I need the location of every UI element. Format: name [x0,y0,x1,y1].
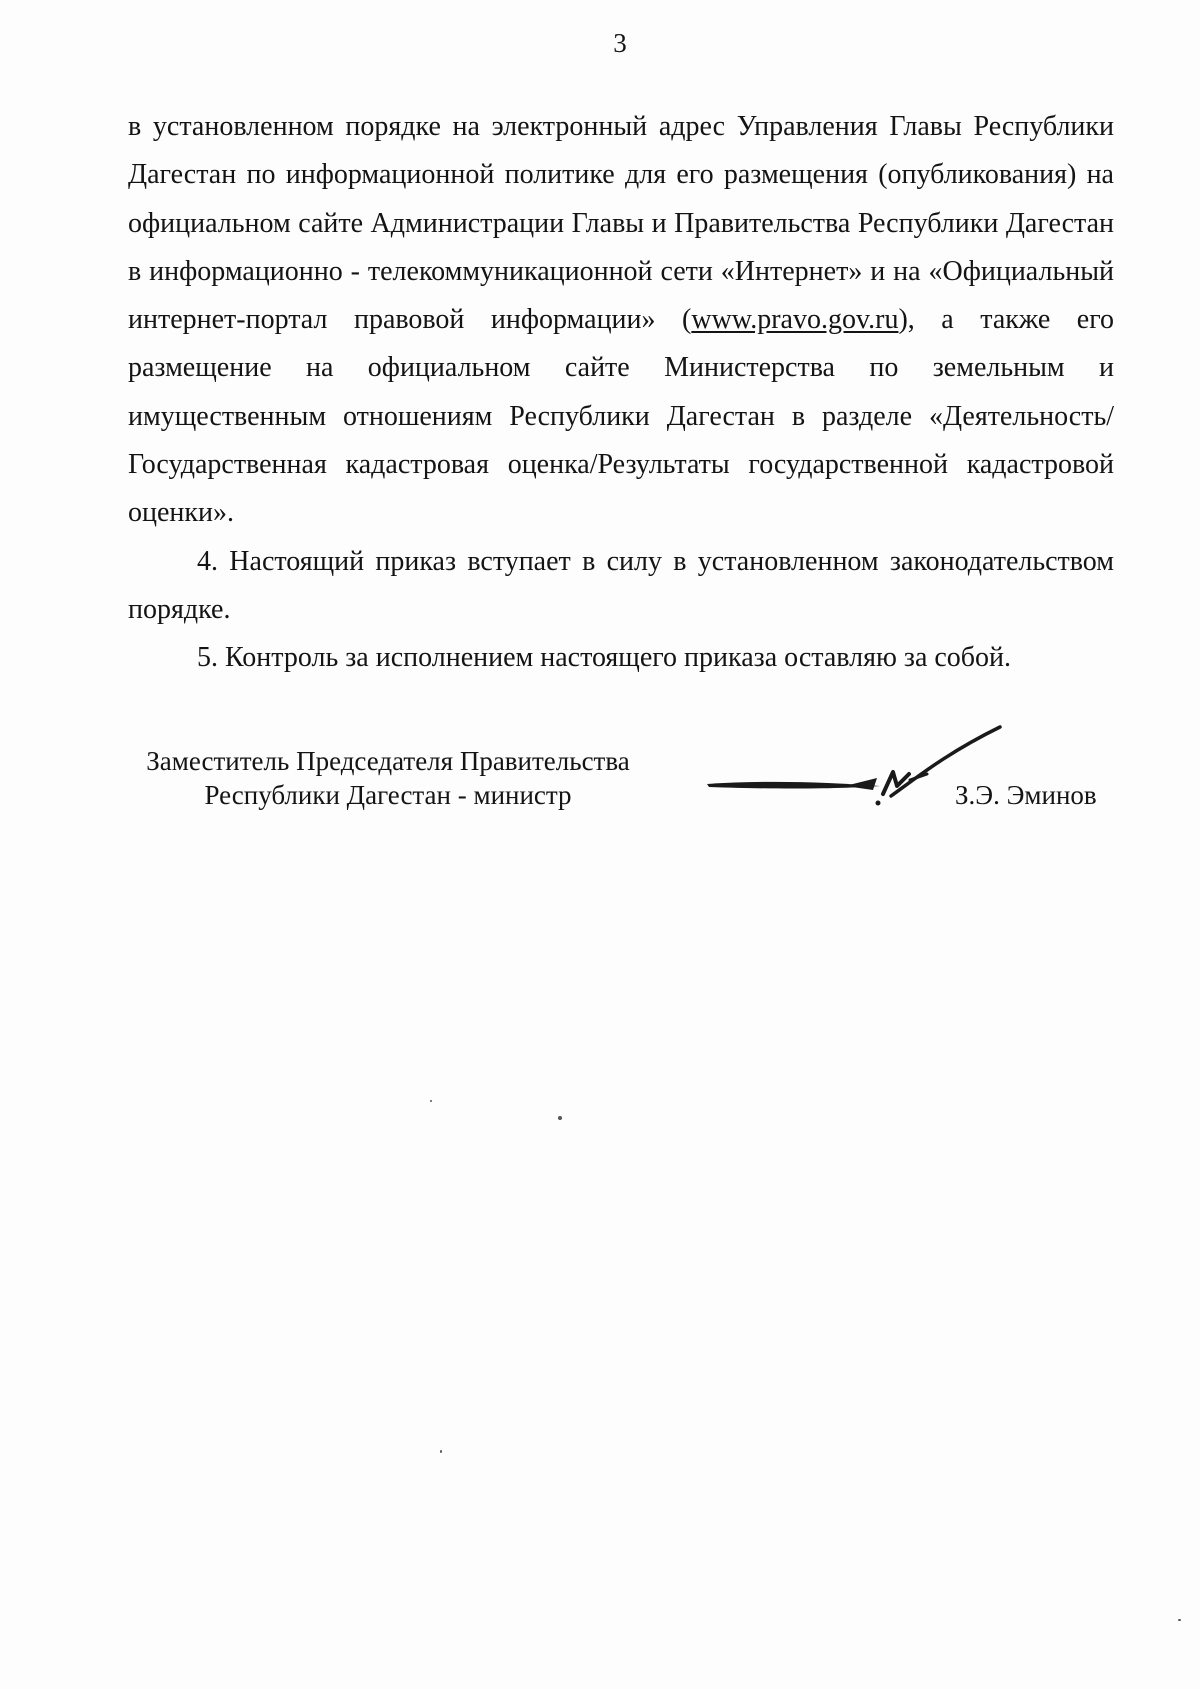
scan-speck [440,1450,442,1453]
scan-speck [430,1100,432,1102]
scan-speck [558,1116,562,1120]
signatory-position-line-2: Республики Дагестан - министр [204,780,572,810]
paragraph-publication-text-a: в установленном порядке на электронный адрес Управления Главы Республики Дагестан по информационной политике для его размещения (опубликования) на официальном сайте Администрации Главы и Правительства Республики Дагестан в информационно - телекоммуникационной сети «Интернет» и на «Официальный интернет-портал правовой информации» ( [128,111,1114,336]
signatory-position [128,744,648,812]
paragraph-5-control: 5. Контроль за исполнением настоящего приказа оставляю за собой. [197,642,1012,674]
document-body [128,103,1114,683]
paragraph-publication-text-b: ), а также его размещение на официальном сайте Министерства по земельным и имущественным отношениям Республики Дагестан в разделе «Деятельность/Государственная кадастровая оценка/Результаты государственной кадастровой оценки». [128,304,1114,529]
paragraph-4-effective: 4. Настоящий приказ вступает в силу в установленном законодательством порядке. [128,545,1114,625]
signatory-position-line-1: Заместитель Председателя Правительства [146,746,630,776]
scan-speck [1178,1619,1181,1621]
pravo-gov-link[interactable]: www.pravo.gov.ru [691,304,899,336]
signer-name: З.Э. Эминов [955,780,1097,810]
paragraph-publication [128,103,1114,538]
page-number: 3 [613,28,627,58]
